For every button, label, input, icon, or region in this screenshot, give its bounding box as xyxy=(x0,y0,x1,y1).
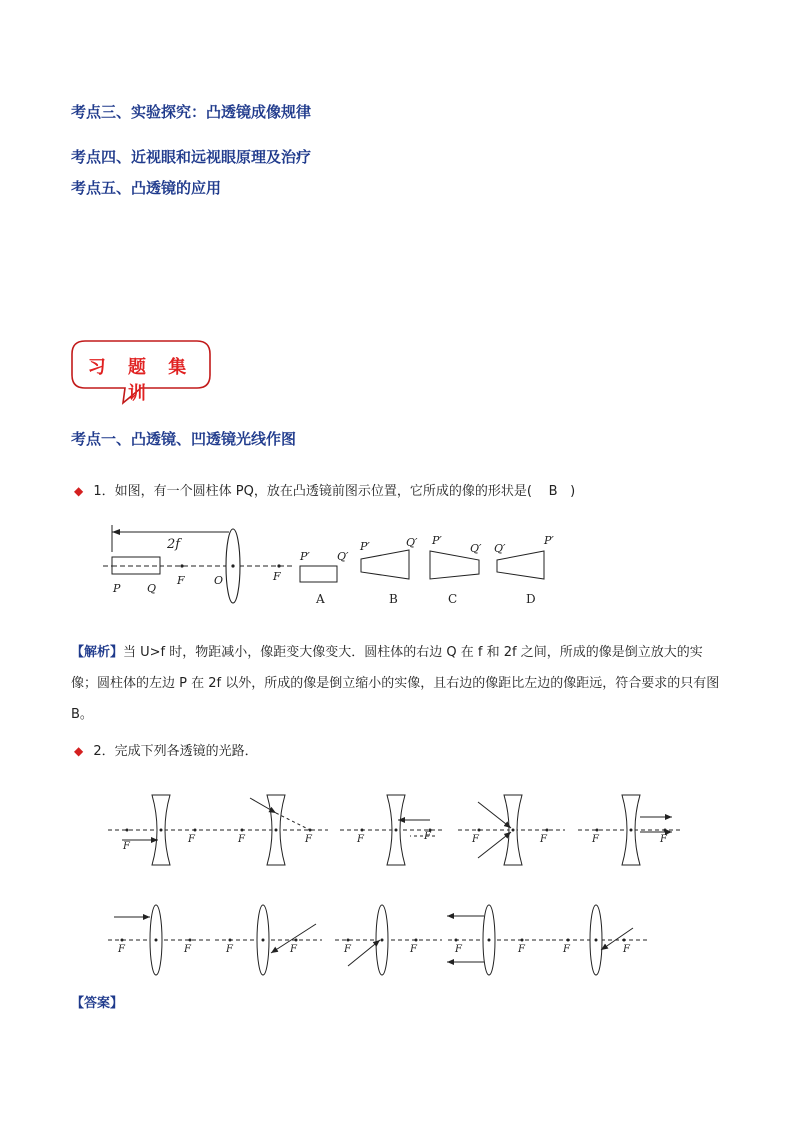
focus-label: F xyxy=(118,944,125,955)
focus-label: F xyxy=(563,944,570,955)
analysis-tag: 【解析】 xyxy=(71,645,124,660)
option-a-letter: A xyxy=(316,592,325,606)
question-1 xyxy=(74,480,575,499)
option-d-left-label: Q′ xyxy=(494,542,506,555)
concave-diagram-2 xyxy=(220,795,328,865)
focus-label: F xyxy=(592,834,599,845)
focus-label: F xyxy=(623,944,630,955)
convex-diagram-3 xyxy=(335,905,442,975)
option-b-left-label: P′ xyxy=(360,540,370,553)
section-title: 习 题 集 训 xyxy=(87,357,195,404)
question-2-number: 2． xyxy=(93,744,115,759)
focus-label: F xyxy=(410,944,417,955)
figure-cylinder-lens xyxy=(95,522,565,614)
convex-diagram-2 xyxy=(215,905,322,975)
question-1-answer: B xyxy=(548,484,558,499)
diamond-bullet-icon: ◆ xyxy=(74,484,84,498)
analysis-paragraph xyxy=(71,637,727,730)
focus-label: F xyxy=(188,834,195,845)
heading-topic-5: 考点五、凸透镜的应用 xyxy=(71,179,222,197)
option-c-letter: C xyxy=(448,592,458,606)
label-f-left: F xyxy=(177,574,185,587)
question-1-text: 如图，有一个圆柱体 PQ，放在凸透镜前图示位置，它所成的像的形状是( xyxy=(114,484,532,499)
focus-label: F xyxy=(518,944,525,955)
option-b-right-label: Q′ xyxy=(406,536,418,549)
heading-topic-3: 考点三、实验探究：凸透镜成像规律 xyxy=(71,103,312,121)
option-d-right-label: P′ xyxy=(544,534,554,547)
question-1-number: 1． xyxy=(93,484,115,499)
heading-topic-4: 考点四、近视眼和远视眼原理及治疗 xyxy=(71,148,312,166)
option-d-letter: D xyxy=(526,592,536,606)
option-d-shape xyxy=(497,551,544,579)
focus-label: F xyxy=(184,944,191,955)
option-a-left-label: P′ xyxy=(300,550,310,563)
focus-label: F xyxy=(123,841,130,852)
concave-diagram-5 xyxy=(578,795,680,865)
label-p: P xyxy=(113,582,121,595)
focus-label: F xyxy=(455,944,462,955)
convex-diagram-5 xyxy=(552,905,648,975)
question-2-text: 完成下列各透镜的光路． xyxy=(114,744,258,759)
option-b-letter: B xyxy=(389,592,398,606)
question-2 xyxy=(74,740,258,759)
heading-topic-1: 考点一、凸透镜、凹透镜光线作图 xyxy=(71,430,297,448)
dim-2f-label: 2f xyxy=(167,537,181,552)
focus-label: F xyxy=(424,831,431,842)
focus-label: F xyxy=(226,944,233,955)
focus-label: F xyxy=(472,834,479,845)
focus-label: F xyxy=(540,834,547,845)
focus-label: F xyxy=(305,834,312,845)
label-q: Q xyxy=(147,582,157,595)
label-o: O xyxy=(214,574,224,587)
diamond-bullet-icon: ◆ xyxy=(74,744,84,758)
concave-diagram-4 xyxy=(458,795,565,865)
focus-label: F xyxy=(290,944,297,955)
answer-label: 【答案】 xyxy=(71,996,124,1011)
focus-label: F xyxy=(357,834,364,845)
concave-diagram-1 xyxy=(108,795,218,865)
concave-diagram-3 xyxy=(340,795,445,865)
option-c-left-label: P′ xyxy=(432,534,442,547)
option-c-right-label: Q′ xyxy=(470,542,482,555)
label-f-right: F xyxy=(273,570,281,583)
option-a-right-label: Q′ xyxy=(337,550,349,563)
convex-diagram-1 xyxy=(108,905,212,975)
question-1-close: ) xyxy=(570,484,576,499)
analysis-text: 当 U>f 时，物距减小，像距变大像变大．圆柱体的右边 Q 在 f 和 2f 之间，所成的像是倒立放大的实像；圆柱体的左边 P 在 2f 以外，所成的像是倒立缩小的实像，且右边的像距比左边的像距远，符合要求的只有图 B。 xyxy=(71,645,720,722)
option-c-shape xyxy=(430,551,479,579)
section-title-bubble xyxy=(71,340,211,406)
focus-label: F xyxy=(344,944,351,955)
lens-diagrams xyxy=(100,790,690,980)
option-b-shape xyxy=(361,550,409,579)
focus-label: F xyxy=(238,834,245,845)
convex-diagram-4 xyxy=(447,905,555,975)
focus-label: F xyxy=(660,834,667,845)
option-a-shape xyxy=(300,566,337,582)
